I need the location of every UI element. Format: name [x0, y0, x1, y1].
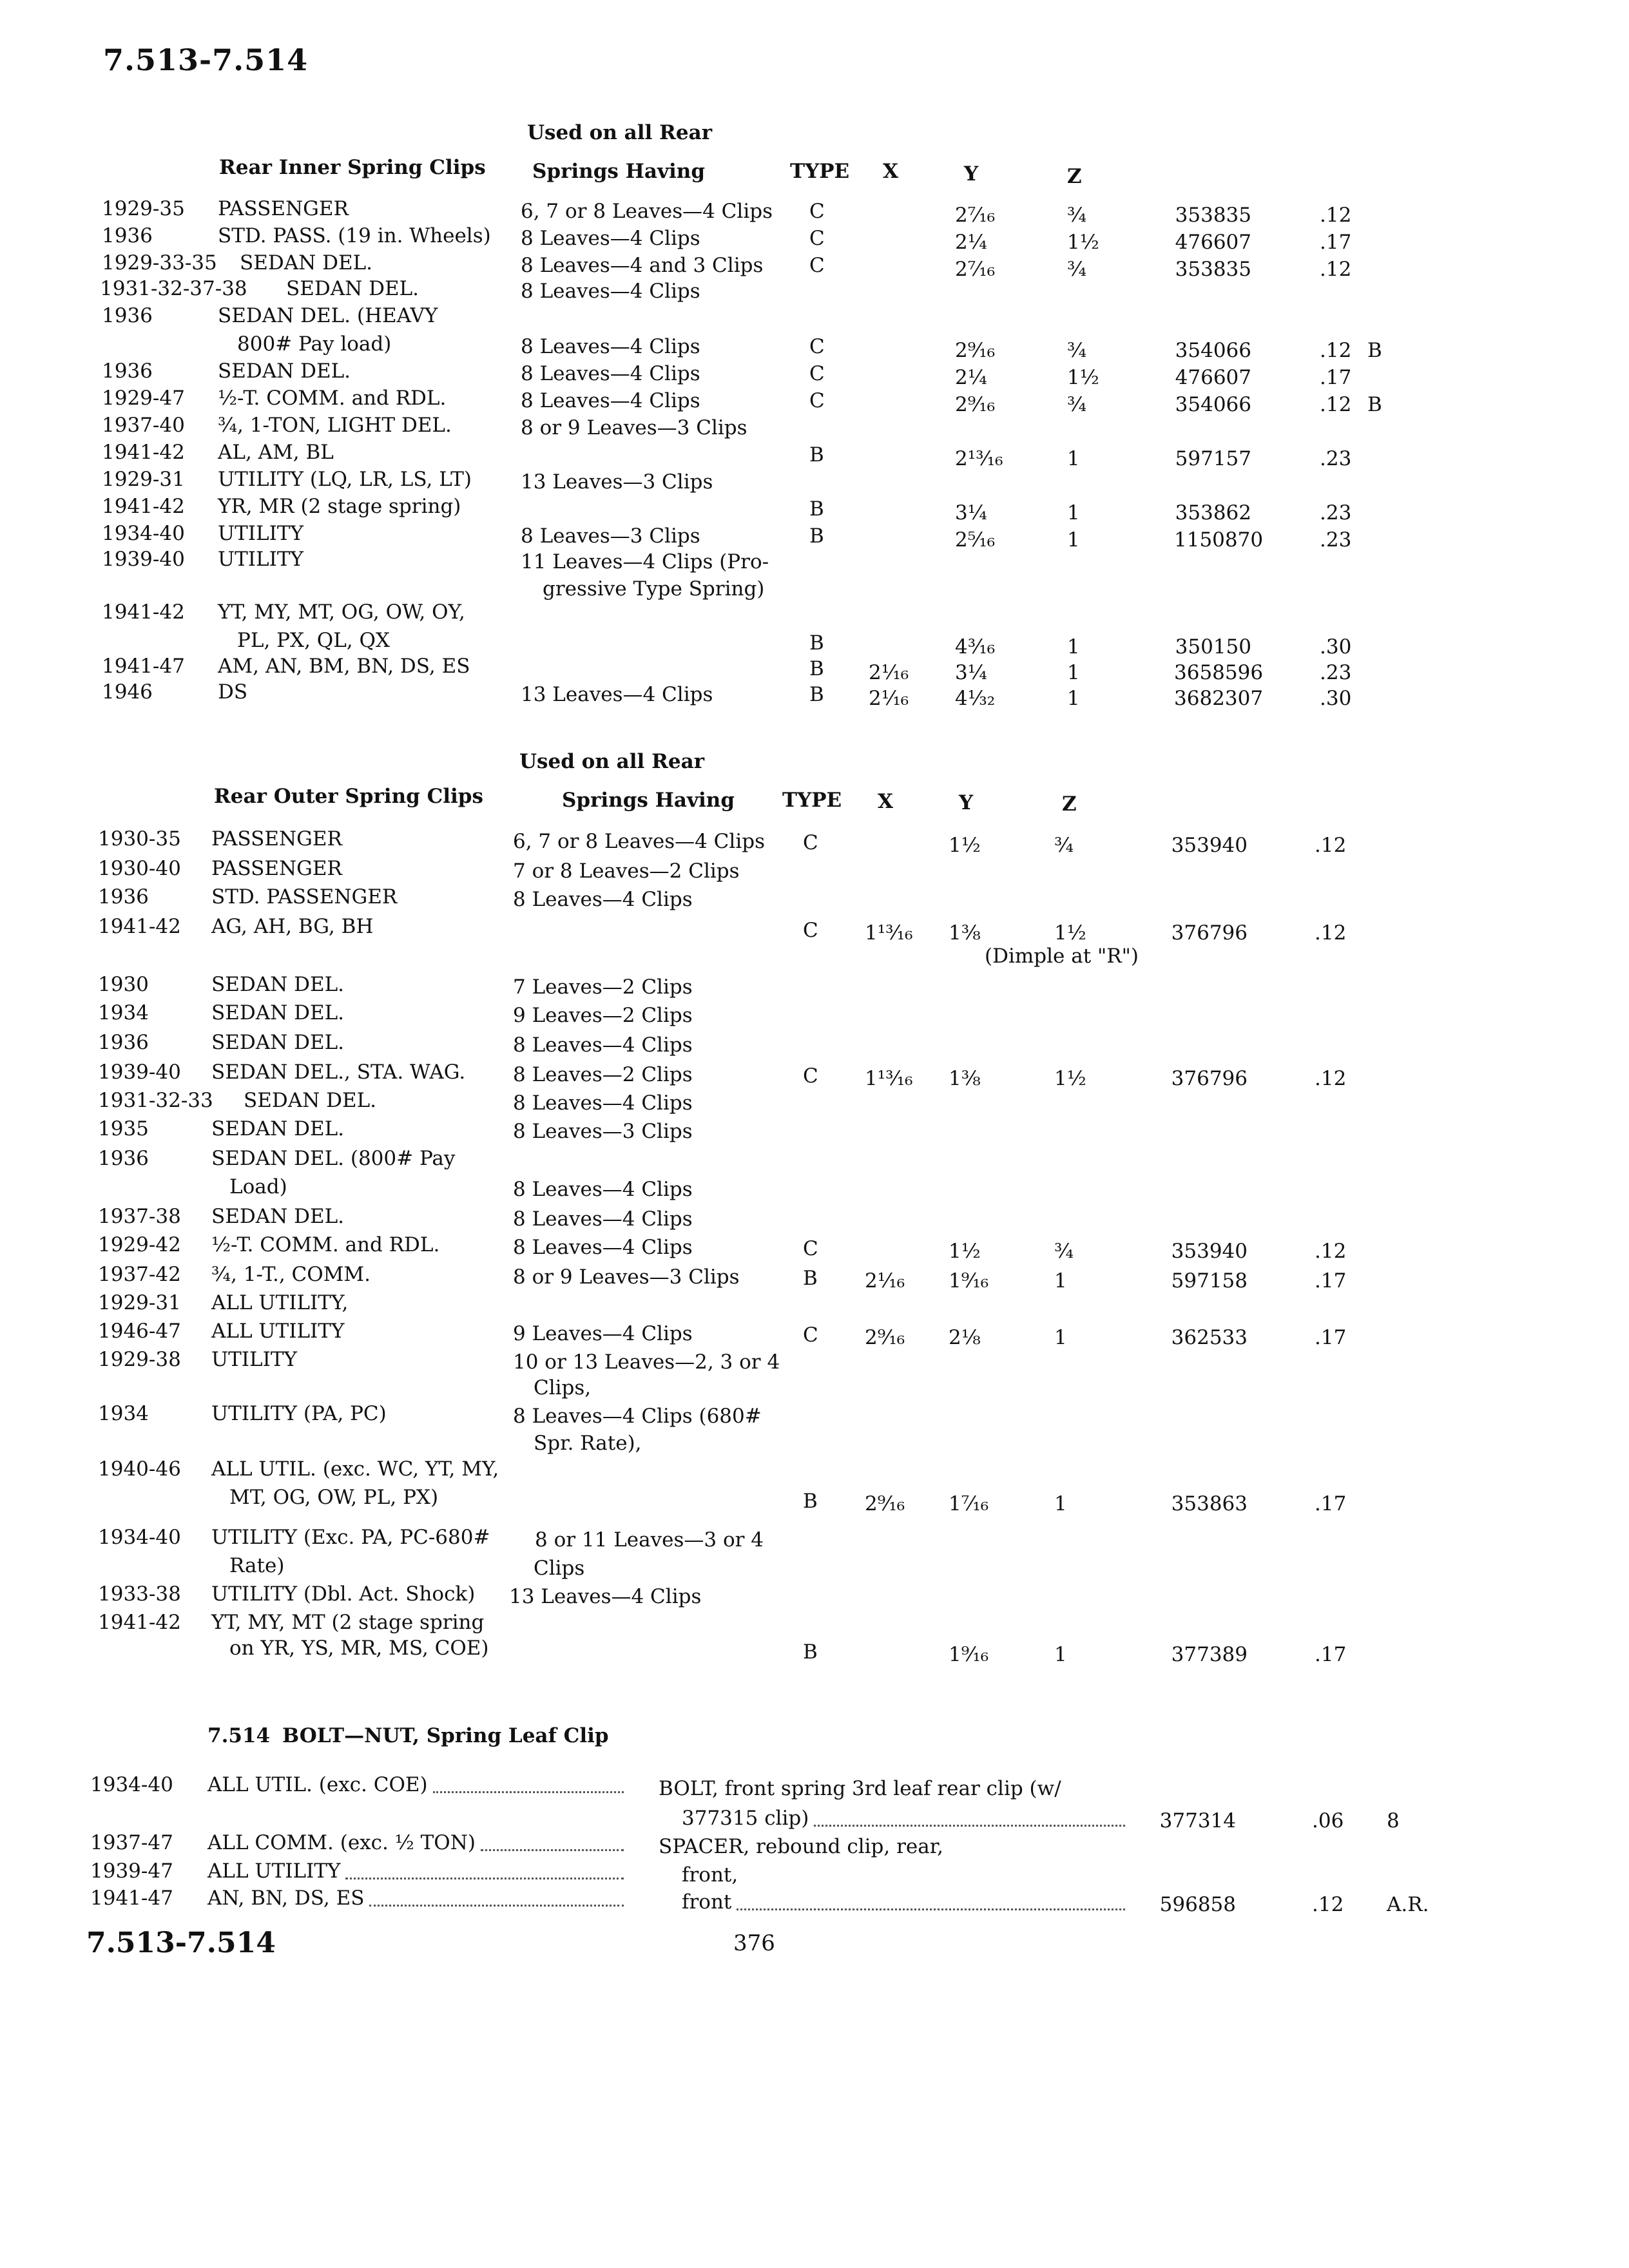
inner-row-z: 1 [1067, 528, 1080, 552]
inner-row-year: 1936 [102, 360, 153, 383]
outer-row-y: 1½ [949, 1240, 981, 1263]
inner-row-y: 4¹⁄₃₂ [955, 687, 996, 710]
outer-springs-having-header: Springs Having [562, 789, 735, 812]
inner-row-x: 2¹⁄₁₆ [869, 661, 909, 684]
inner-row-price: .30 [1320, 635, 1352, 658]
inner-row-x: 2¹⁄₁₆ [869, 687, 909, 710]
inner-row-type: C [809, 335, 825, 358]
leader-dots [433, 1791, 624, 1793]
outer-row-year: 1936 [98, 1147, 149, 1170]
outer-row-model: SEDAN DEL. [244, 1089, 377, 1112]
inner-row-price: .23 [1320, 661, 1352, 684]
inner-row-year: 1941-42 [102, 441, 185, 464]
outer-row-y: 1⅜ [949, 1067, 981, 1090]
outer-row-year: 1935 [98, 1117, 149, 1140]
inner-row-y: 2⁷⁄₁₆ [955, 258, 996, 281]
inner-row-z: 1½ [1067, 231, 1099, 254]
outer-row-type: C [803, 1064, 818, 1088]
bolt-row-year: 1937-47 [90, 1831, 173, 1854]
inner-row-type: B [809, 443, 824, 466]
inner-table-title: Rear Inner Spring Clips [219, 156, 486, 179]
outer-row-part: 353863 [1171, 1492, 1248, 1515]
bolt-row-desc: SPACER, rebound clip, rear, [659, 1835, 943, 1858]
inner-row-springs: 8 Leaves—3 Clips [521, 524, 700, 548]
outer-row-price: .12 [1315, 1067, 1347, 1090]
outer-row-model: SEDAN DEL. [211, 1001, 345, 1024]
outer-row-springs: 8 Leaves—4 Clips [513, 1207, 693, 1231]
outer-row-model: SEDAN DEL. (800# Pay [211, 1147, 456, 1170]
bolt-section-title: BOLT—NUT, Spring Leaf Clip [282, 1724, 609, 1747]
outer-row-springs: 8 Leaves—4 Clips [513, 888, 693, 911]
outer-row-y: 1⅜ [949, 921, 981, 945]
inner-row-type: C [809, 254, 825, 277]
outer-row-model: PASSENGER [211, 827, 342, 850]
outer-row-part: 353940 [1171, 1240, 1248, 1263]
outer-row-springs: 8 Leaves—2 Clips [513, 1063, 693, 1086]
outer-row-year: 1933-38 [98, 1582, 181, 1606]
inner-row-part: 1150870 [1174, 528, 1264, 552]
bolt-row-part: 377314 [1159, 1809, 1236, 1832]
bolt-row-model: AN, BN, DS, ES [207, 1887, 365, 1910]
inner-row-year: 1929-31 [102, 468, 185, 491]
outer-row-year: 1934 [98, 1402, 149, 1425]
bolt-row-qty: A.R. [1387, 1893, 1429, 1916]
bolt-row-desc: front, [682, 1863, 738, 1887]
inner-row-springs: 13 Leaves—4 Clips [521, 683, 713, 706]
inner-row-part: 354066 [1175, 339, 1251, 362]
outer-row-springs: 8 Leaves—3 Clips [513, 1120, 693, 1143]
inner-row-y: 2⁷⁄₁₆ [955, 204, 996, 227]
outer-row-springs: Clips, [534, 1376, 592, 1399]
outer-row-year: 1930 [98, 973, 149, 996]
inner-row-type: B [809, 657, 824, 680]
inner-row-type: C [809, 389, 825, 412]
outer-row-model: SEDAN DEL., STA. WAG. [211, 1061, 466, 1084]
outer-row-y: 1⁹⁄₁₆ [949, 1269, 989, 1293]
inner-row-type: C [809, 227, 825, 250]
bolt-row-part: 596858 [1159, 1893, 1236, 1916]
outer-table-title: Rear Outer Spring Clips [214, 785, 483, 808]
outer-row-model: ALL UTILITY [211, 1320, 345, 1343]
outer-row-springs: 10 or 13 Leaves—2, 3 or 4 [513, 1350, 780, 1374]
inner-row-y: 3¼ [955, 501, 987, 524]
outer-row-x: 2⁹⁄₁₆ [865, 1492, 905, 1515]
outer-row-z: 1 [1054, 1326, 1067, 1349]
inner-row-year: 1936 [102, 224, 153, 247]
section-header-bottom: 7.513-7.514 [86, 1927, 276, 1959]
outer-row-part: 362533 [1171, 1326, 1248, 1349]
inner-row-type: B [809, 497, 824, 521]
inner-row-z: 1 [1067, 501, 1080, 524]
outer-row-year: 1941-42 [98, 1611, 181, 1634]
outer-row-model: AG, AH, BG, BH [211, 915, 374, 938]
inner-row-model: SEDAN DEL. [240, 251, 373, 274]
inner-row-type: C [809, 362, 825, 385]
outer-y-header: Y [959, 791, 974, 814]
inner-row-type: C [809, 200, 825, 223]
inner-row-year: 1936 [102, 304, 153, 327]
outer-row-part: 377389 [1171, 1643, 1248, 1666]
outer-row-year: 1930-35 [98, 827, 181, 850]
bolt-row-price: .06 [1312, 1809, 1344, 1832]
inner-row-model: UTILITY [218, 548, 304, 571]
outer-row-z: ¾ [1054, 1240, 1074, 1263]
inner-row-year: 1941-47 [102, 655, 185, 678]
outer-row-x: 2⁹⁄₁₆ [865, 1326, 905, 1349]
outer-type-header: TYPE [782, 789, 842, 812]
outer-row-y: (Dimple at "R") [985, 945, 1139, 968]
outer-row-z: 1 [1054, 1643, 1067, 1666]
inner-row-model: AM, AN, BM, BN, DS, ES [218, 655, 470, 678]
inner-row-price: .30 [1320, 687, 1352, 710]
bolt-row-model: ALL UTILITY [207, 1860, 341, 1883]
outer-row-springs: 8 Leaves—4 Clips [513, 1178, 693, 1201]
outer-row-price: .17 [1315, 1269, 1347, 1293]
outer-row-year: 1940-46 [98, 1457, 181, 1481]
outer-row-model: Load) [229, 1175, 287, 1198]
outer-row-price: .12 [1315, 1240, 1347, 1263]
inner-row-y: 2⁵⁄₁₆ [955, 528, 996, 552]
inner-row-springs: 8 Leaves—4 Clips [521, 362, 700, 385]
outer-row-model: ALL UTIL. (exc. WC, YT, MY, [211, 1457, 499, 1481]
inner-row-model: UTILITY [218, 522, 304, 545]
outer-row-model: ¾, 1-T., COMM. [211, 1263, 371, 1286]
inner-row-part: 3682307 [1174, 687, 1264, 710]
inner-row-springs: 8 Leaves—4 Clips [521, 280, 700, 303]
inner-row-model: AL, AM, BL [218, 441, 334, 464]
inner-row-year: 1929-33-35 [102, 251, 217, 274]
outer-row-year: 1929-38 [98, 1348, 181, 1371]
outer-row-x: 2¹⁄₁₆ [865, 1269, 905, 1293]
inner-row-springs: 11 Leaves—4 Clips (Pro- [521, 550, 769, 573]
inner-row-model: ½-T. COMM. and RDL. [218, 387, 447, 410]
bolt-row-qty: 8 [1387, 1809, 1400, 1832]
leader-dots [345, 1878, 624, 1879]
inner-row-note: B [1367, 393, 1382, 416]
inner-row-y: 4³⁄₁₆ [955, 635, 996, 658]
outer-row-model: UTILITY (Exc. PA, PC-680# [211, 1526, 490, 1549]
inner-row-z: 1 [1067, 687, 1080, 710]
outer-row-year: 1937-38 [98, 1205, 181, 1228]
bolt-row-desc: BOLT, front spring 3rd leaf rear clip (w/ [659, 1777, 1061, 1800]
outer-row-springs: 7 or 8 Leaves—2 Clips [513, 860, 740, 883]
outer-row-year: 1936 [98, 885, 149, 908]
outer-row-model: on YR, YS, MR, MS, COE) [229, 1637, 489, 1660]
inner-row-year: 1929-47 [102, 387, 185, 410]
outer-row-part: 376796 [1171, 1067, 1248, 1090]
bolt-row-price: .12 [1312, 1893, 1344, 1916]
inner-row-y: 2⁹⁄₁₆ [955, 393, 996, 416]
inner-row-model: YT, MY, MT, OG, OW, OY, [218, 601, 465, 624]
outer-row-model: SEDAN DEL. [211, 973, 345, 996]
outer-row-price: .17 [1315, 1492, 1347, 1515]
outer-row-springs: 8 Leaves—4 Clips [513, 1033, 693, 1057]
inner-row-type: B [809, 683, 824, 706]
outer-row-year: 1930-40 [98, 857, 181, 880]
outer-row-price: .12 [1315, 834, 1347, 857]
outer-row-springs: 8 or 11 Leaves—3 or 4 [535, 1528, 764, 1552]
inner-row-price: .12 [1320, 393, 1352, 416]
inner-row-part: 353835 [1175, 204, 1251, 227]
outer-row-model: SEDAN DEL. [211, 1117, 345, 1140]
outer-row-springs: 8 or 9 Leaves—3 Clips [513, 1265, 740, 1289]
outer-row-springs: 7 Leaves—2 Clips [513, 975, 693, 999]
inner-row-model: SEDAN DEL. [218, 360, 351, 383]
inner-row-model: PL, PX, QL, QX [237, 629, 390, 652]
inner-springs-having-header: Springs Having [532, 160, 706, 183]
outer-row-type: C [803, 919, 818, 942]
outer-row-type: C [803, 831, 818, 854]
outer-row-springs: 8 Leaves—4 Clips [513, 1236, 693, 1259]
outer-row-springs: 8 Leaves—4 Clips (680# [513, 1405, 762, 1428]
outer-row-year: 1934-40 [98, 1526, 181, 1549]
outer-row-model: MT, OG, OW, PL, PX) [229, 1486, 439, 1509]
bolt-row-desc: 377315 clip) [682, 1807, 809, 1830]
outer-row-springs: Clips [534, 1557, 585, 1580]
outer-row-y: 1⁷⁄₁₆ [949, 1492, 989, 1515]
inner-type-header: TYPE [790, 160, 850, 183]
inner-row-z: 1 [1067, 635, 1080, 658]
outer-row-model: ALL UTILITY, [211, 1291, 349, 1314]
bolt-row-year: 1941-47 [90, 1887, 173, 1910]
outer-row-model: YT, MY, MT (2 stage spring [211, 1611, 485, 1634]
inner-row-model: DS [218, 680, 248, 704]
inner-z-header: Z [1067, 165, 1082, 188]
inner-row-price: .12 [1320, 204, 1352, 227]
inner-row-model: UTILITY (LQ, LR, LS, LT) [218, 468, 472, 491]
inner-row-model: SEDAN DEL. (HEAVY [218, 304, 438, 327]
outer-row-part: 353940 [1171, 834, 1248, 857]
inner-row-model: ¾, 1-TON, LIGHT DEL. [218, 414, 452, 437]
inner-row-z: 1 [1067, 447, 1080, 470]
inner-row-z: ¾ [1067, 393, 1087, 416]
inner-row-part: 353862 [1175, 501, 1251, 524]
outer-row-z: 1 [1054, 1269, 1067, 1293]
outer-used-on-heading: Used on all Rear [519, 750, 705, 773]
inner-row-springs: gressive Type Spring) [543, 577, 765, 601]
outer-row-springs: Spr. Rate), [534, 1432, 642, 1455]
outer-row-x: 1¹³⁄₁₆ [865, 921, 913, 945]
leader-dots [737, 1908, 1125, 1910]
inner-row-price: .23 [1320, 528, 1352, 552]
outer-row-model: Rate) [229, 1554, 285, 1577]
inner-row-springs: 8 Leaves—4 and 3 Clips [521, 254, 764, 277]
outer-row-model: ½-T. COMM. and RDL. [211, 1233, 440, 1256]
inner-row-springs: 8 Leaves—4 Clips [521, 335, 700, 358]
inner-row-part: 353835 [1175, 258, 1251, 281]
inner-used-on-heading: Used on all Rear [527, 121, 713, 144]
inner-row-price: .17 [1320, 366, 1352, 389]
inner-row-year: 1941-42 [102, 495, 185, 518]
inner-row-part: 476607 [1175, 366, 1251, 389]
inner-row-price: .12 [1320, 339, 1352, 362]
inner-row-y: 2¼ [955, 366, 987, 389]
outer-row-model: UTILITY (Dbl. Act. Shock) [211, 1582, 476, 1606]
inner-row-y: 2¹³⁄₁₆ [955, 447, 1003, 470]
outer-z-header: Z [1062, 793, 1077, 816]
inner-row-part: 350150 [1175, 635, 1251, 658]
bolt-row-year: 1934-40 [90, 1773, 173, 1796]
outer-row-year: 1941-42 [98, 915, 181, 938]
outer-row-model: SEDAN DEL. [211, 1031, 345, 1054]
outer-x-header: X [878, 790, 894, 813]
outer-row-x: 1¹³⁄₁₆ [865, 1067, 913, 1090]
inner-row-year: 1941-42 [102, 601, 185, 624]
inner-row-year: 1937-40 [102, 414, 185, 437]
inner-row-model: STD. PASS. (19 in. Wheels) [218, 224, 491, 247]
outer-row-year: 1946-47 [98, 1320, 181, 1343]
inner-row-z: ¾ [1067, 204, 1087, 227]
outer-row-z: 1½ [1054, 921, 1086, 945]
inner-row-year: 1931-32-37-38 [100, 277, 247, 300]
inner-y-header: Y [964, 162, 979, 186]
outer-row-year: 1931-32-33 [98, 1089, 213, 1112]
outer-row-z: ¾ [1054, 834, 1074, 857]
inner-row-part: 476607 [1175, 231, 1251, 254]
leader-dots [369, 1905, 624, 1907]
bolt-row-model: ALL COMM. (exc. ½ TON) [207, 1831, 476, 1854]
inner-row-springs: 8 or 9 Leaves—3 Clips [521, 416, 747, 439]
inner-row-year: 1934-40 [102, 522, 185, 545]
leader-dots [814, 1825, 1125, 1827]
outer-row-model: UTILITY (PA, PC) [211, 1402, 387, 1425]
leader-dots [481, 1849, 624, 1851]
bolt-row-year: 1939-47 [90, 1860, 173, 1883]
inner-row-y: 2¼ [955, 231, 987, 254]
outer-row-type: B [803, 1267, 818, 1290]
outer-row-part: 597158 [1171, 1269, 1248, 1293]
inner-row-z: ¾ [1067, 258, 1087, 281]
bolt-row-model: ALL UTIL. (exc. COE) [207, 1773, 428, 1796]
inner-row-springs: 13 Leaves—3 Clips [521, 470, 713, 494]
inner-row-note: B [1367, 339, 1382, 362]
outer-row-y: 1⁹⁄₁₆ [949, 1643, 989, 1666]
outer-row-y: 2⅛ [949, 1326, 981, 1349]
outer-row-year: 1937-42 [98, 1263, 181, 1286]
inner-row-y: 3¼ [955, 661, 987, 684]
inner-row-model: SEDAN DEL. [286, 277, 419, 300]
outer-row-year: 1936 [98, 1031, 149, 1054]
outer-row-price: .17 [1315, 1643, 1347, 1666]
inner-row-price: .23 [1320, 501, 1352, 524]
outer-row-y: 1½ [949, 834, 981, 857]
outer-row-type: B [803, 1490, 818, 1513]
outer-row-year: 1934 [98, 1001, 149, 1024]
outer-row-price: .12 [1315, 921, 1347, 945]
inner-row-price: .17 [1320, 231, 1352, 254]
page-number: 376 [733, 1930, 775, 1956]
inner-row-model: 800# Pay load) [237, 332, 392, 356]
outer-row-springs: 8 Leaves—4 Clips [513, 1091, 693, 1115]
inner-row-z: ¾ [1067, 339, 1087, 362]
inner-row-springs: 8 Leaves—4 Clips [521, 389, 700, 412]
outer-row-year: 1929-31 [98, 1291, 181, 1314]
inner-row-price: .12 [1320, 258, 1352, 281]
inner-row-model: PASSENGER [218, 197, 349, 220]
outer-row-z: 1 [1054, 1492, 1067, 1515]
outer-row-springs: 9 Leaves—4 Clips [513, 1322, 693, 1345]
inner-row-z: 1½ [1067, 366, 1099, 389]
inner-row-model: YR, MR (2 stage spring) [218, 495, 461, 518]
outer-row-springs: 6, 7 or 8 Leaves—4 Clips [513, 830, 765, 853]
inner-row-year: 1946 [102, 680, 153, 704]
section-header-top: 7.513-7.514 [103, 43, 309, 77]
outer-row-model: SEDAN DEL. [211, 1205, 345, 1228]
outer-row-year: 1929-42 [98, 1233, 181, 1256]
outer-row-year: 1939-40 [98, 1061, 181, 1084]
inner-row-y: 2⁹⁄₁₆ [955, 339, 996, 362]
inner-row-springs: 8 Leaves—4 Clips [521, 227, 700, 250]
outer-row-springs: 13 Leaves—4 Clips [509, 1585, 702, 1608]
outer-row-type: C [803, 1237, 818, 1260]
outer-row-model: STD. PASSENGER [211, 885, 398, 908]
outer-row-z: 1½ [1054, 1067, 1086, 1090]
inner-row-type: B [809, 524, 824, 548]
outer-row-price: .17 [1315, 1326, 1347, 1349]
bolt-section-number: 7.514 [207, 1724, 271, 1747]
inner-x-header: X [883, 160, 899, 183]
outer-row-part: 376796 [1171, 921, 1248, 945]
outer-row-springs: 9 Leaves—2 Clips [513, 1004, 693, 1027]
inner-row-price: .23 [1320, 447, 1352, 470]
outer-row-type: B [803, 1640, 818, 1664]
inner-row-springs: 6, 7 or 8 Leaves—4 Clips [521, 200, 773, 223]
outer-row-type: C [803, 1323, 818, 1347]
inner-row-part: 597157 [1175, 447, 1251, 470]
outer-row-model: PASSENGER [211, 857, 342, 880]
inner-row-year: 1929-35 [102, 197, 185, 220]
inner-row-z: 1 [1067, 661, 1080, 684]
inner-row-part: 3658596 [1174, 661, 1264, 684]
bolt-row-desc: front [682, 1890, 732, 1914]
inner-row-type: B [809, 631, 824, 655]
inner-row-year: 1939-40 [102, 548, 185, 571]
inner-row-part: 354066 [1175, 393, 1251, 416]
outer-row-model: UTILITY [211, 1348, 298, 1371]
